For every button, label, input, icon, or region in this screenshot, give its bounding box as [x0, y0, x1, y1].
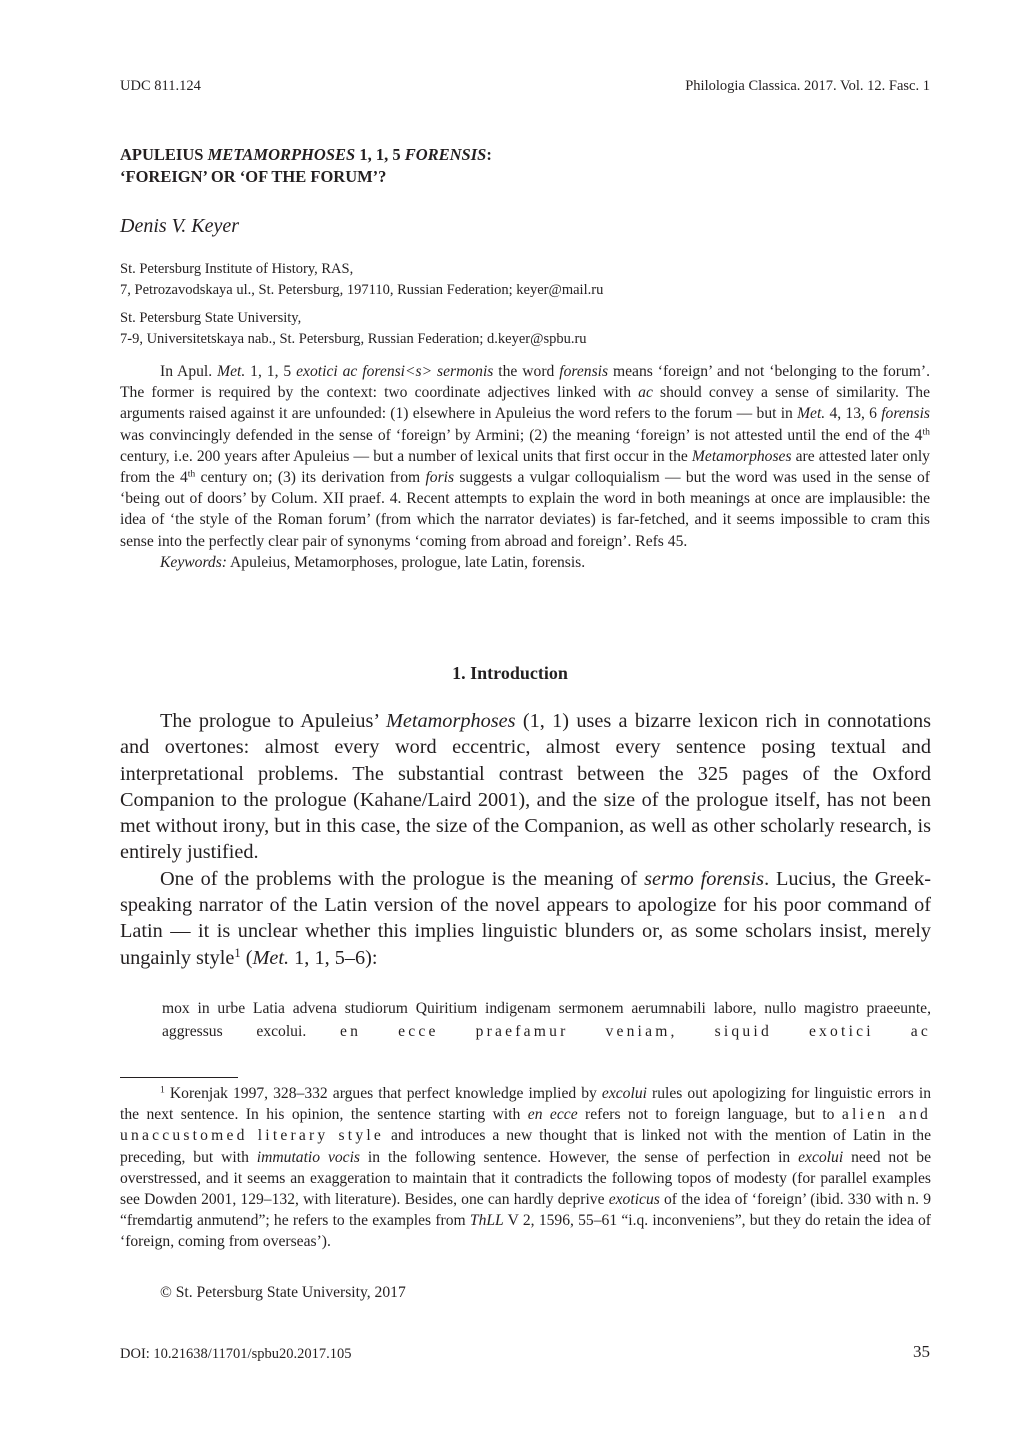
- affiliation-2: [120, 308, 587, 350]
- copyright: © St. Petersburg State University, 2017: [160, 1284, 406, 1301]
- title-line-1: [120, 144, 492, 166]
- text-run: exotici ac forensi<s> sermonis: [296, 363, 494, 380]
- affiliation-name: St. Petersburg State University,: [120, 310, 302, 326]
- text-run: Korenjak 1997, 328–332 argues that perfect knowledge implied by: [164, 1085, 602, 1102]
- text-run: METAMORPHOSES: [207, 145, 356, 164]
- abstract: [120, 361, 930, 573]
- text-run: and introduces a new thought that is linked not with the mention of Latin in the preceding, but with: [120, 1127, 931, 1166]
- text-run: suggests a vulgar colloquialism — but the word was used in the sense of ‘being out of doors’ by Colum. XII praef. 4. Recent attempts to explain the word in both meanings at once are implausible: the idea of ‘the style of the Roman forum’ (from which the narrator deviates) is far-fetched, and it seems impossible to cram this sense into the perfectly clear pair of synonyms ‘coming from abroad and foreign’. Refs 45.: [120, 469, 931, 550]
- text-run: should convey a sense of similarity. The arguments raised against it are unfounded: (1) elsewhere in Apuleius the word refers to the forum — but in: [120, 384, 930, 423]
- text-run: immutatio vocis: [256, 1148, 361, 1166]
- text-run: In Apul.: [160, 363, 218, 380]
- text-run: ThLL: [469, 1212, 504, 1230]
- superscript: th: [922, 426, 930, 438]
- affiliation-address: 7-9, Universitetskaya nab., St. Petersburg, Russian Federation; d.keyer@spbu.ru: [120, 331, 587, 347]
- text-run: century, i.e. 200 years after Apuleius — but a number of lexical units that first occur in the: [120, 447, 692, 465]
- text-run: rules out apologizing for linguistic errors in the next sentence. In his opinion, the sentence starting with: [120, 1085, 931, 1124]
- text-run: 1, 1, 5: [245, 363, 297, 380]
- udc-code: UDC 811.124: [120, 78, 201, 94]
- text-run: Met.: [252, 946, 290, 969]
- text-run: FORENSIS: [404, 145, 487, 164]
- doi: DOI: 10.21638/11701/spbu20.2017.105: [120, 1346, 352, 1362]
- text-run: (1, 1) uses a bizarre lexicon rich in connotations and overtones: almost every word eccentric, almost every sentence posing textual and interpretational problems. The substantial contrast between the 325 pages of the Oxford Companion to the prologue (Kahane/Laird 2001), and the size of the prologue itself, has not been met without irony, but in this case, the size of the Companion, as well as other scholarly research, is entirely justified.: [120, 710, 932, 864]
- superscript: th: [187, 468, 196, 480]
- text-run: the word: [493, 363, 560, 380]
- text-run: APULEIUS: [120, 145, 208, 164]
- text-run: 4, 13, 6: [825, 405, 882, 423]
- footnote: [120, 1083, 931, 1253]
- text-run: excolui: [601, 1085, 647, 1102]
- text-run: excolui: [798, 1148, 844, 1166]
- affiliation-name: St. Petersburg Institute of History, RAS,: [120, 261, 354, 277]
- text-run: century on; (3) its derivation from: [195, 469, 426, 487]
- article-title: [120, 144, 492, 188]
- text-run: ac: [638, 384, 653, 402]
- text-run: Metamorphoses: [385, 710, 516, 732]
- text-run: Keywords:: [160, 553, 227, 571]
- text-run: 1, 1, 5: [355, 145, 405, 164]
- text-run: forensis: [559, 363, 609, 380]
- text-run: in the following sentence. However, the sense of perfection in: [360, 1148, 799, 1166]
- footnote-divider: [120, 1077, 238, 1078]
- abstract-text: [120, 361, 930, 552]
- text-run: sermo forensis: [644, 867, 765, 890]
- keywords: [120, 552, 930, 573]
- text-run: The prologue to Apuleius’: [160, 710, 386, 732]
- text-run: Met.: [217, 363, 246, 380]
- text-run: forensis: [881, 405, 930, 423]
- text-run: means ‘foreign’ and not ‘belonging to the forum’. The former is required by the context: two coordinate adjectives linked with: [120, 363, 930, 402]
- superscript: 1: [160, 1084, 165, 1096]
- text-run: :: [486, 145, 492, 164]
- text-run: en ecce praefamur veniam, siquid exotici ac: [340, 1023, 932, 1040]
- text-run: Apuleius, Metamorphoses, prologue, late Latin, forensis.: [227, 553, 586, 571]
- text-run: . Lucius, the Greek-speaking narrator of the Latin version of the novel appears to apologize for his poor command of Latin — it is unclear whether this implies linguistic blunders or, as some scholars insist, merely ungainly style: [120, 867, 931, 969]
- author-name: Denis V. Keyer: [120, 215, 240, 237]
- text-run: need not be overstressed, and it seems an exaggeration to maintain that it contradicts the following topos of modesty (for parallel examples see Dowden 2001, 129–132, with literature). Besides, one can hardly deprive: [120, 1148, 931, 1209]
- body-text: [120, 708, 931, 971]
- affiliation-address: 7, Petrozavodskaya ul., St. Petersburg, 197110, Russian Federation; keyer@mail.ru: [120, 282, 604, 298]
- text-run: 1, 1, 5–6):: [289, 946, 378, 969]
- title-line-2: [120, 166, 492, 188]
- page-number: 35: [913, 1342, 930, 1361]
- section-heading: 1. Introduction: [452, 663, 568, 683]
- block-quote: [162, 997, 931, 1043]
- text-run: foris: [425, 469, 455, 487]
- paragraph: [120, 708, 931, 866]
- text-run: are attested later only from the 4: [120, 447, 930, 487]
- journal-info: Philologia Classica. 2017. Vol. 12. Fasc. 1: [685, 78, 930, 94]
- affiliation-1: [120, 259, 603, 301]
- text-run: mox in urbe Latia advena studiorum Quiritium indigenam sermonem aerumnabili labore, nullo magistro praeeunte, aggressus excolui.: [162, 1000, 931, 1040]
- text-run: en ecce: [527, 1106, 578, 1124]
- text-run: (: [240, 946, 253, 969]
- text-run: of the idea of ‘foreign’ (ibid. 330 with n. 9 “fremdartig anmutend”; he refers to the examples from: [120, 1191, 931, 1230]
- text-run: was convincingly defended in the sense of ‘foreign’ by Armini; (2) the meaning ‘foreign’ is not attested until the end of the 4: [120, 426, 923, 444]
- text-run: refers not to foreign language, but to: [577, 1106, 842, 1124]
- footnote-text: [120, 1083, 931, 1253]
- paragraph: [120, 866, 931, 971]
- text-run: ‘FOREIGN’ OR ‘OF THE FORUM’?: [120, 167, 387, 186]
- text-run: Met.: [797, 405, 826, 423]
- text-run: exoticus: [608, 1191, 660, 1209]
- text-run: alien and unaccustomed literary style: [120, 1106, 931, 1145]
- text-run: Metamorphoses: [691, 447, 792, 465]
- text-run: V 2, 1596, 55–61 “i.q. inconveniens”, but they do retain the idea of ‘foreign, coming from overseas’).: [120, 1212, 931, 1251]
- text-run: One of the problems with the prologue is the meaning of: [160, 867, 645, 890]
- superscript: 1: [234, 945, 241, 960]
